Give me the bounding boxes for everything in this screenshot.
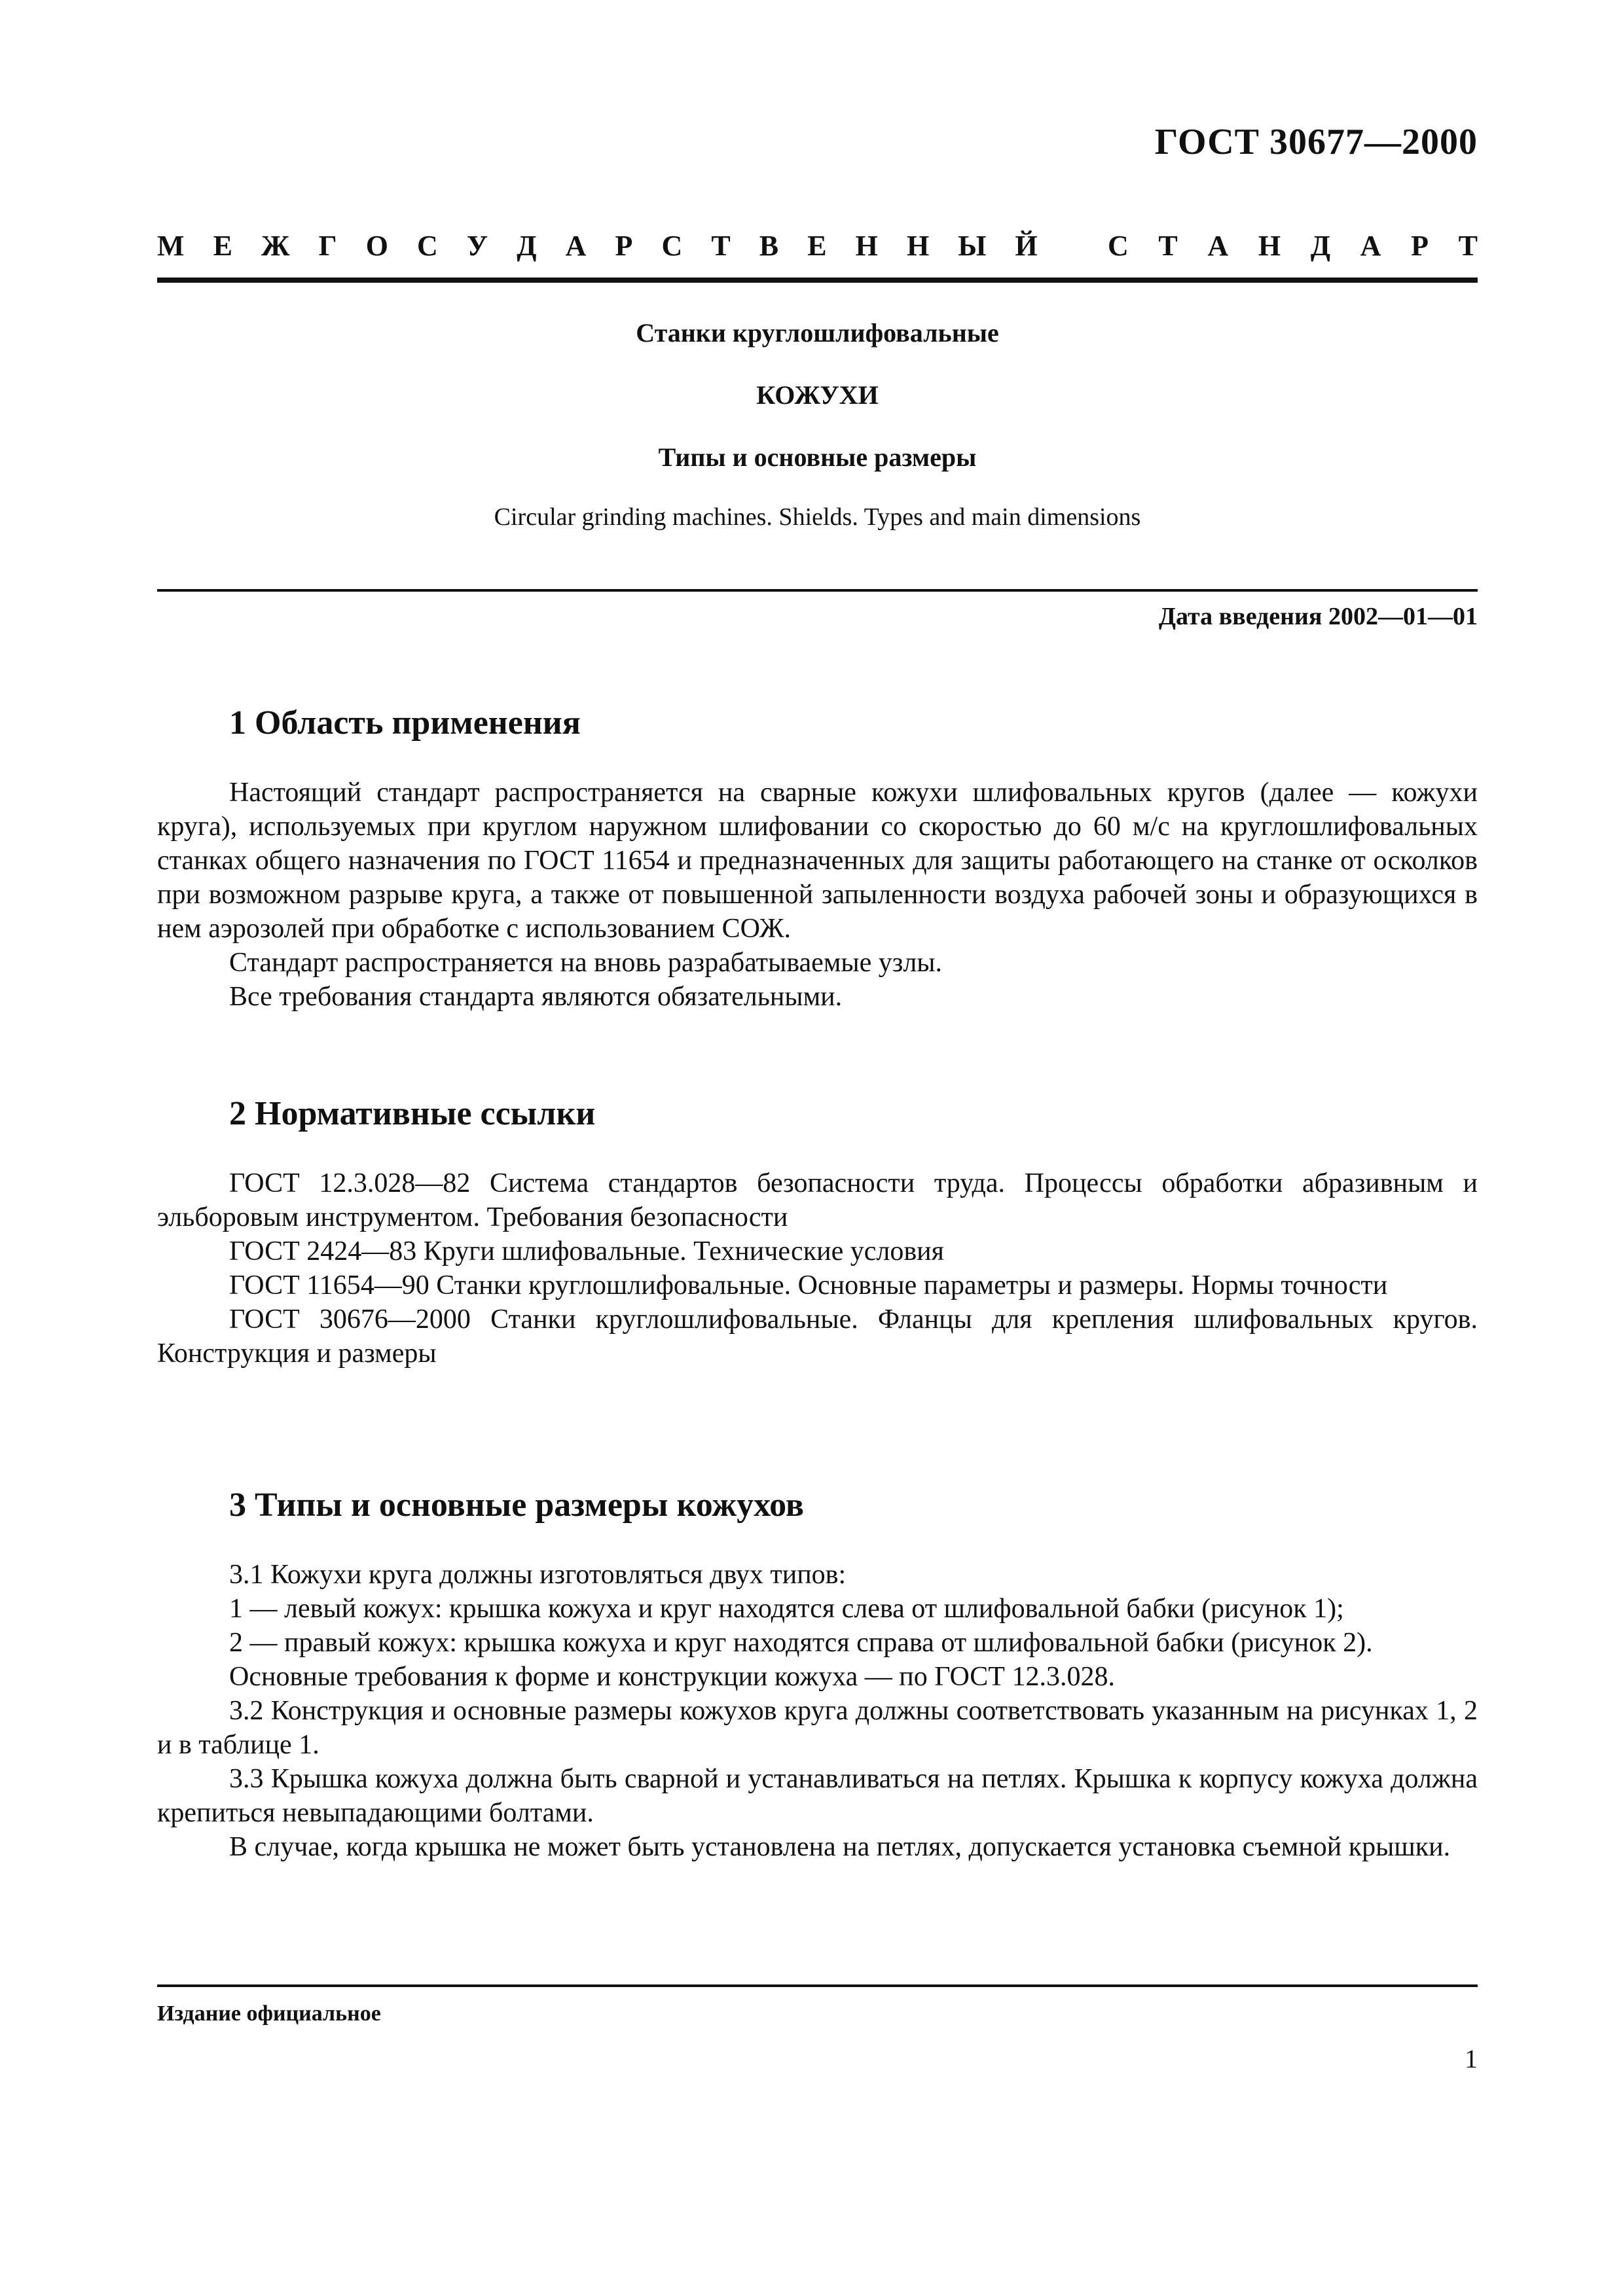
footer-rule (157, 1984, 1478, 1987)
heading-letter: Д (517, 230, 537, 262)
heading-letter: Ж (261, 230, 290, 262)
heading-letter: Н (855, 230, 878, 262)
title-rule (157, 589, 1478, 592)
paragraph: 3.1 Кожухи круга должны изготовляться двух типов: (229, 1560, 847, 1590)
page-number: 1 (1465, 2044, 1478, 2073)
paragraph: 3.2 Конструкция и основные размеры кожухов круга должны соответствовать указанным на рисунках 1, 2 и в таблице 1. (157, 1696, 1478, 1760)
heading-letter: Е (213, 230, 232, 262)
reference-item: ГОСТ 2424—83 Круги шлифовальные. Технические условия (229, 1236, 944, 1266)
title-english: Circular grinding machines. Shields. Types and main dimensions (494, 503, 1141, 531)
paragraph: 1 — левый кожух: крышка кожуха и круг находятся слева от шлифовальной бабки (рисунок 1); (229, 1594, 1344, 1624)
heading-letter: Е (807, 230, 827, 262)
heading-letter: А (1360, 230, 1381, 262)
heading-letter: У (466, 230, 488, 262)
heading-letter: М (157, 230, 185, 262)
paragraph: Основные требования к форме и конструкции кожуха — по ГОСТ 12.3.028. (229, 1662, 1115, 1692)
official-edition-label: Издание официальное (157, 2001, 381, 2026)
heading-letter: С (661, 230, 683, 262)
header-rule (157, 278, 1478, 283)
heading-letter: Д (1310, 230, 1330, 262)
title-subject: Станки круглошлифовальные (636, 318, 999, 348)
reference-item: ГОСТ 12.3.028—82 Система стандартов безопасности труда. Процессы обработки абразивным и эльборовым инструментом. Требования безопасности (157, 1168, 1478, 1232)
heading-word-2 (1108, 229, 1478, 262)
heading-letter: В (759, 230, 779, 262)
reference-item: ГОСТ 11654—90 Станки круглошлифовальные. Основные параметры и размеры. Нормы точности (229, 1270, 1388, 1300)
section-2-body (157, 1166, 1478, 1371)
heading-letter: А (565, 230, 587, 262)
heading-letter: Ы (958, 230, 987, 262)
paragraph: Настоящий стандарт распространяется на сварные кожухи шлифовальных кругов (далее — кожухи круга), используемых при круглом наружном шлифовании со скоростью до 60 м/с на круглошлифовальных станках общего назначения по ГОСТ 11654 и предназначенных для защиты работающего на станке от осколков при возможном разрыве круга, а также от повышенной запыленности воздуха рабочей зоны и образующихся в нем аэрозолей при обработке с использованием СОЖ. (157, 778, 1478, 944)
heading-letter: Р (1411, 230, 1429, 262)
heading-letter: А (1207, 230, 1229, 262)
heading-letter: Г (318, 230, 337, 262)
paragraph: 3.3 Крышка кожуха должна быть сварной и устанавливаться на петлях. Крышка к корпусу кожуха должна крепиться невыпадающими болтами. (157, 1764, 1478, 1828)
introduction-date: Дата введения 2002—01—01 (1158, 603, 1478, 630)
paragraph: В случае, когда крышка не может быть установлена на петлях, допускается установка съемной крышки. (229, 1832, 1451, 1862)
heading-letter: О (365, 230, 388, 262)
heading-letter: С (1108, 230, 1129, 262)
section-3-title: 3 Типы и основные размеры кожухов (229, 1486, 804, 1524)
heading-letter: Т (711, 230, 731, 262)
reference-item: ГОСТ 30676—2000 Станки круглошлифовальные. Фланцы для крепления шлифовальных кругов. Конструкция и размеры (157, 1304, 1478, 1369)
section-2-title: 2 Нормативные ссылки (229, 1095, 596, 1132)
heading-letter: Н (1258, 230, 1281, 262)
title-main: КОЖУХИ (756, 380, 879, 410)
section-3-body (157, 1558, 1478, 1864)
interstate-standard-heading (157, 229, 1478, 262)
document-code: ГОСТ 30677—2000 (1154, 122, 1478, 162)
paragraph: Стандарт распространяется на вновь разрабатываемые узлы. (229, 948, 943, 978)
paragraph: Все требования стандарта являются обязательными. (229, 982, 843, 1012)
title-sub: Типы и основные размеры (658, 442, 977, 472)
paragraph: 2 — правый кожух: крышка кожуха и круг находятся справа от шлифовальной бабки (рисунок 2). (229, 1628, 1373, 1658)
heading-word-1 (157, 229, 1038, 262)
section-1-body (157, 776, 1478, 1014)
heading-letter: Т (1458, 230, 1478, 262)
heading-letter: С (417, 230, 438, 262)
heading-letter: Й (1015, 230, 1038, 262)
heading-letter: Н (906, 230, 930, 262)
heading-letter: Т (1158, 230, 1178, 262)
heading-letter: Р (615, 230, 633, 262)
section-1-title: 1 Область применения (229, 704, 581, 742)
